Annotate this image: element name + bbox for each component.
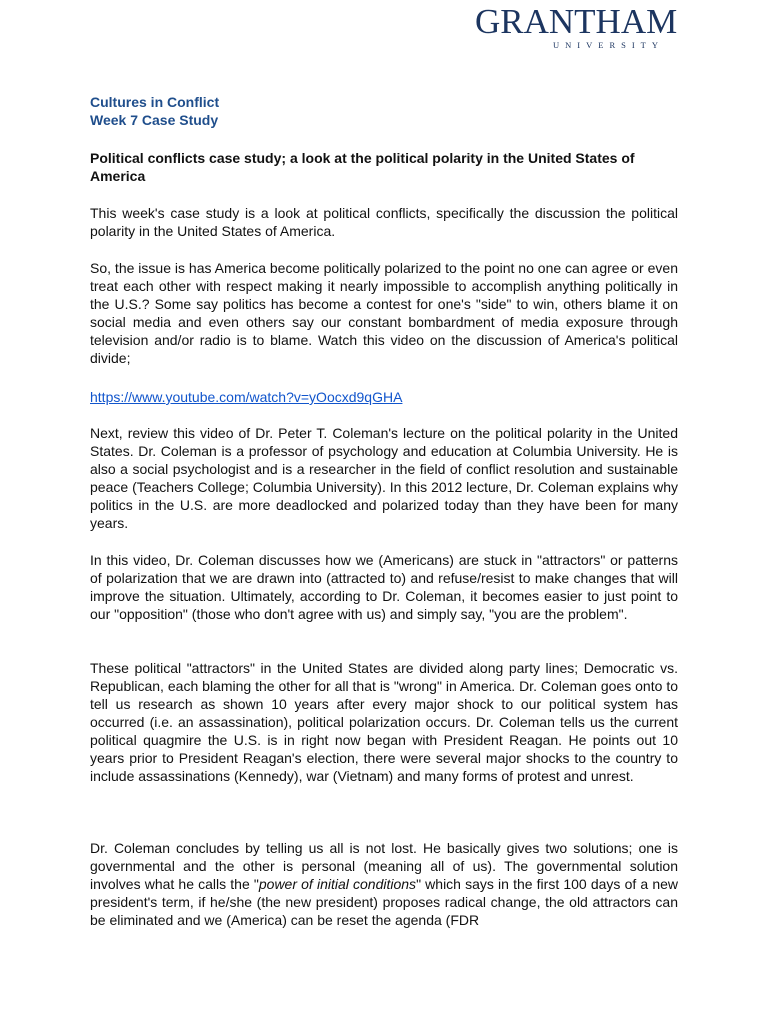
course-title: Cultures in Conflict: [90, 94, 220, 110]
paragraph-4: In this video, Dr. Coleman discusses how we (Americans) are stuck in "attractors" or patterns of polarization that we are drawn into (attracted to) and refuse/resist to make changes that will improve the situation. Ultimately, according to Dr. Coleman, it becomes easier to just point to our "opposition" (those who don't agree with us) and simply say, "you are the problem".: [90, 552, 678, 622]
logo-name: GRANTHAM: [475, 2, 678, 41]
paragraph-3: Next, review this video of Dr. Peter T. Coleman's lecture on the political polarity in the United States. Dr. Coleman is a professor of psychology and education at Columbia University. He is also a social psychologist and is a researcher in the field of conflict resolution and sustainable peace (Teachers College; Columbia University). In this 2012 lecture, Dr. Coleman explains why politics in the U.S. are more deadlocked and polarized today than they have been for many years.: [90, 425, 678, 531]
term-power-of-initial-conditions: power of initial conditions: [258, 876, 417, 892]
grantham-logo: [475, 4, 677, 50]
paragraph-6-end: " which says in the first 100 days of a new president's term, if he/she (the new president) proposes radical change, the old attractors can be eliminated and we (America) can be reset the agenda (FDR: [90, 876, 679, 928]
paragraph-5: These political "attractors" in the United States are divided along party lines; Democratic vs. Republican, each blaming the other for all that is "wrong" in America. Dr. Coleman goes onto to tell us research as shown 10 years after every major shock to our political system has occurred (i.e. an assassination), political polarization occurs. Dr. Coleman tells us the current political quagmire the U.S. is in right now began with President Reagan. He points out 10 years prior to President Reagan's election, there were several major shocks to the country to include assassinations (Kennedy), war (Vietnam) and many forms of protest and unrest.: [90, 660, 678, 784]
paragraph-1: This week's case study is a look at political conflicts, specifically the discussion the political polarity in the United States of America.: [90, 205, 678, 239]
paragraph-6-start: Dr. Coleman concludes by telling us all is not lost. He basically gives two solutions; one is governmental and the other is personal (meaning all of us). The governmental solution involves what he calls the ": [90, 840, 678, 892]
case-study-heading: Political conflicts case study; a look at the political polarity in the United States of America: [90, 150, 635, 184]
logo-subtitle: UNIVERSITY: [553, 40, 664, 50]
paragraph-6: [90, 839, 678, 929]
youtube-link[interactable]: https://www.youtube.com/watch?v=yOocxd9qGHA: [90, 389, 403, 405]
paragraph-2: So, the issue is has America become politically polarized to the point no one can agree or even treat each other with respect making it nearly impossible to accomplish anything politically in the U.S.? Some say politics has become a contest for one's "side" to win, others blame it on social media and even others say our constant bombardment of media exposure through television and/or radio is to blame. Watch this video on the discussion of America's political divide;: [90, 260, 678, 366]
week-title: Week 7 Case Study: [90, 112, 219, 128]
